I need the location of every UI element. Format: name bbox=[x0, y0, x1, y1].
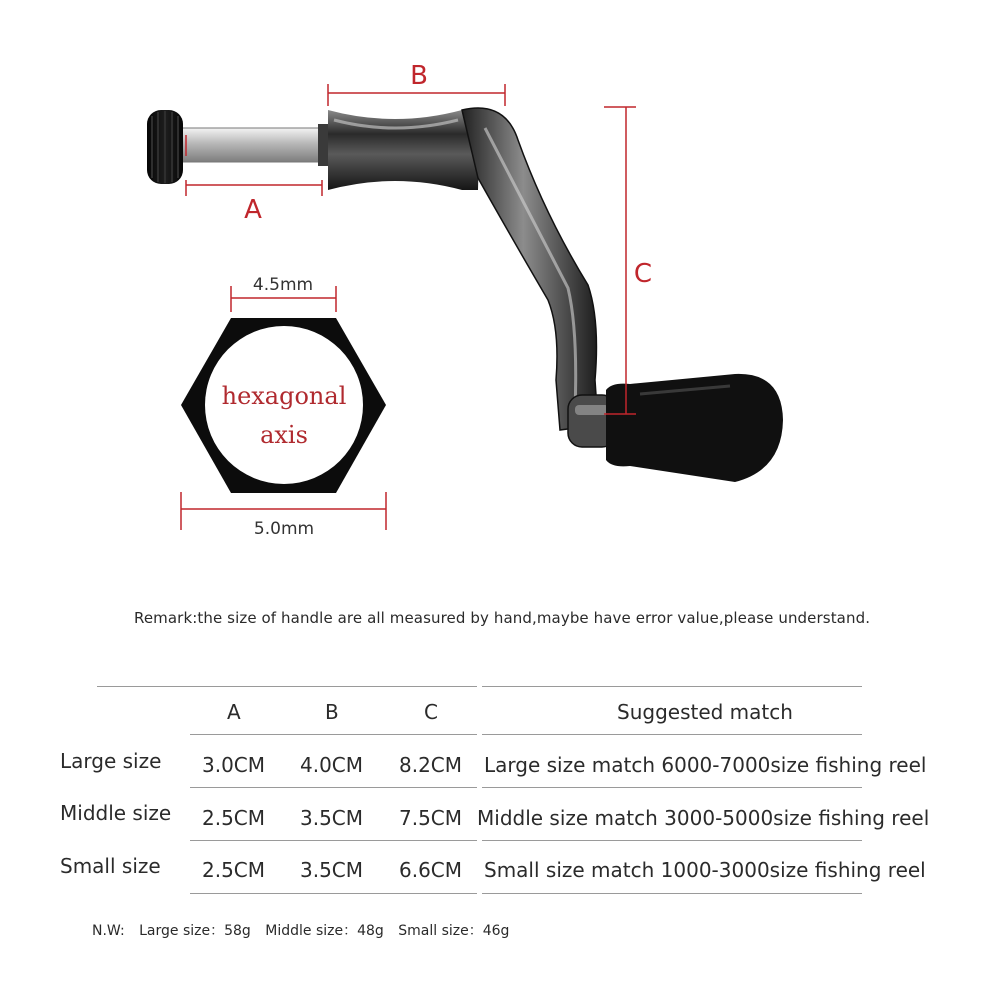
hex-top-dimension-label: 4.5mm bbox=[252, 275, 314, 295]
dimension-c-label: C bbox=[633, 259, 653, 289]
table-row-name: Middle size bbox=[60, 801, 172, 825]
table-header-match: Suggested match bbox=[617, 700, 793, 724]
net-weight-prefix: N.W: bbox=[92, 923, 125, 939]
table-row-name: Small size bbox=[60, 854, 161, 878]
table-cell-c: 6.6CM bbox=[399, 858, 463, 882]
table-cell-b: 3.5CM bbox=[300, 858, 364, 882]
net-weight-line bbox=[92, 920, 519, 940]
table-rule bbox=[190, 787, 477, 788]
hex-shaft bbox=[178, 124, 330, 166]
table-cell-match: Middle size match 3000-5000size fishing reel bbox=[477, 806, 930, 830]
table-header-a: A bbox=[227, 700, 241, 724]
table-cell-c: 8.2CM bbox=[399, 753, 463, 777]
hex-axis-text-line1: hexagonal bbox=[221, 382, 347, 410]
table-rule bbox=[482, 893, 862, 894]
screw-cap-knob bbox=[147, 110, 183, 184]
table-rule bbox=[482, 840, 862, 841]
net-weight-large: Large size：58g bbox=[139, 923, 251, 939]
handle-body bbox=[328, 110, 480, 190]
table-rule bbox=[482, 686, 862, 687]
net-weight-middle: Middle size：48g bbox=[265, 923, 384, 939]
remark-text: Remark:the size of handle are all measured by hand,maybe have error value,please understand. bbox=[134, 609, 871, 627]
table-cell-match: Small size match 1000-3000size fishing reel bbox=[484, 858, 926, 882]
table-cell-c: 7.5CM bbox=[399, 806, 463, 830]
table-rule bbox=[190, 840, 477, 841]
table-cell-match: Large size match 6000-7000size fishing reel bbox=[484, 753, 927, 777]
table-rule bbox=[190, 893, 477, 894]
table-rule bbox=[190, 734, 477, 735]
hex-axis-text-line2: axis bbox=[260, 421, 308, 449]
dimension-a-label: A bbox=[244, 195, 262, 225]
table-cell-b: 4.0CM bbox=[300, 753, 364, 777]
table-cell-a: 3.0CM bbox=[202, 753, 266, 777]
hexagonal-axis-section bbox=[181, 275, 386, 539]
dimension-b-label: B bbox=[410, 61, 428, 91]
net-weight-small: Small size：46g bbox=[398, 923, 510, 939]
table-cell-b: 3.5CM bbox=[300, 806, 364, 830]
table-rule bbox=[482, 734, 862, 735]
table-cell-a: 2.5CM bbox=[202, 806, 266, 830]
handle-arm bbox=[462, 108, 616, 447]
table-rule bbox=[482, 787, 862, 788]
table-cell-a: 2.5CM bbox=[202, 858, 266, 882]
hex-bottom-dimension-label: 5.0mm bbox=[253, 519, 315, 539]
table-header-b: B bbox=[325, 700, 339, 724]
table-row-name: Large size bbox=[60, 749, 162, 773]
dimension-b bbox=[328, 61, 505, 106]
handle-grip-knob bbox=[606, 374, 783, 482]
dimension-c bbox=[604, 107, 652, 414]
table-header-c: C bbox=[424, 700, 438, 724]
table-rule bbox=[97, 686, 477, 687]
